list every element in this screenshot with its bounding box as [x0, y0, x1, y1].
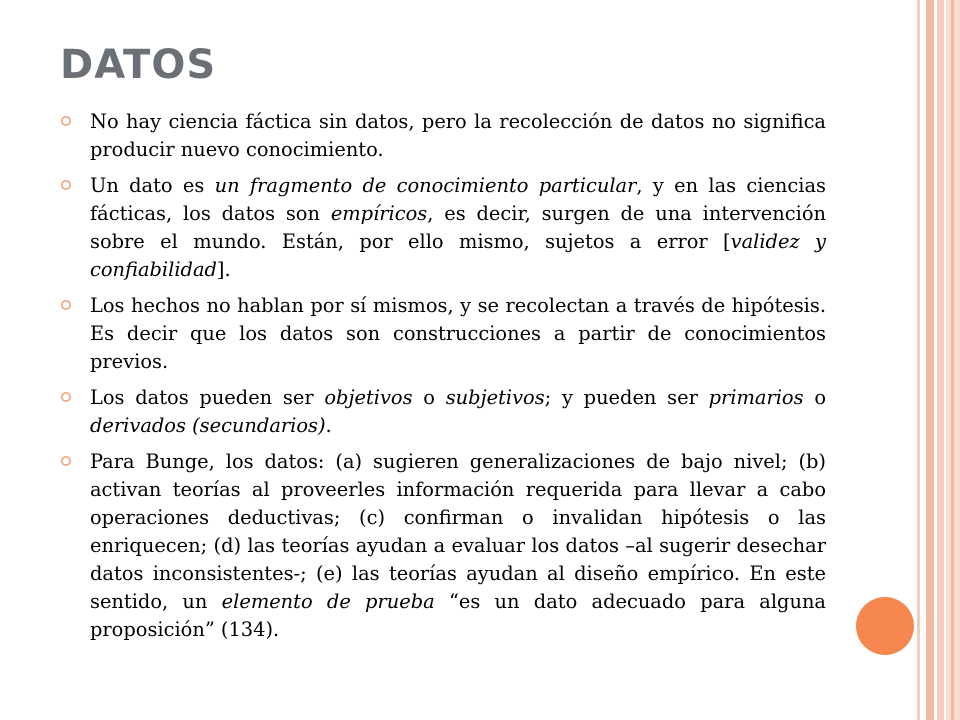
bullet-item [60, 292, 826, 376]
bullet-item [60, 384, 826, 440]
bullet-text: Los hechos no hablan por sí mismos, y se recolectan a través de hipótesis. Es decir que los datos son construcciones a partir de conocimientos previos. [90, 294, 826, 373]
bullet-ring-icon [60, 391, 72, 403]
decor-stripe [937, 0, 944, 720]
bullet-item [60, 172, 826, 284]
bullet-text: ; y pueden ser [544, 386, 709, 409]
italic-term: un fragmento de conocimiento particular [214, 174, 637, 197]
decor-circle [856, 597, 914, 655]
bullet-text: o [412, 386, 446, 409]
italic-term: derivados (secundarios) [90, 414, 326, 437]
bullet-item [60, 448, 826, 644]
bullet-ring-icon [60, 299, 72, 311]
italic-term: empíricos [330, 202, 428, 225]
decor-stripe [926, 0, 934, 720]
italic-term: objetivos [324, 386, 413, 409]
bullet-ring-icon [60, 115, 72, 127]
bullet-text: Para Bunge, los datos: (a) sugieren generalizaciones de bajo nivel; (b) activan teorías al proveerles información requerida para llevar a cabo operaciones deductivas; (c) confirman o invalidan hipótesis o las enriquecen; (d) las teorías ayudan a evaluar los datos –al sugerir desechar datos inconsistentes-; (e) las teorías ayudan al diseño empírico. En este sentido, un [90, 450, 826, 613]
bullet-text: Un dato es [90, 174, 215, 197]
bullet-item [60, 108, 826, 164]
bullet-text: “es un dato adecuado para alguna proposición” (134). [90, 590, 826, 641]
italic-term: primarios [708, 386, 804, 409]
bullet-text: , y en las ciencias fácticas, los datos son [90, 174, 826, 225]
bullet-ring-icon [60, 455, 72, 467]
bullet-ring-icon [60, 179, 72, 191]
decor-stripe [917, 0, 920, 720]
bullet-text: No hay ciencia fáctica sin datos, pero la recolección de datos no significa producir nuevo conocimiento. [90, 110, 826, 161]
bullet-text: o [803, 386, 826, 409]
italic-term: subjetivos [445, 386, 545, 409]
slide-title: DATOS [60, 42, 217, 88]
bullet-list [60, 108, 826, 652]
italic-term: elemento de prueba [221, 590, 435, 613]
bullet-text: Los datos pueden ser [90, 386, 325, 409]
bullet-text: . [325, 414, 332, 437]
bullet-text: , es decir, surgen de una intervención sobre el mundo. Están, por ello mismo, sujetos a error [ [90, 202, 826, 253]
italic-term: validez y confiabilidad [90, 230, 826, 281]
bullet-text: ]. [216, 258, 231, 281]
decor-stripe [951, 0, 954, 720]
